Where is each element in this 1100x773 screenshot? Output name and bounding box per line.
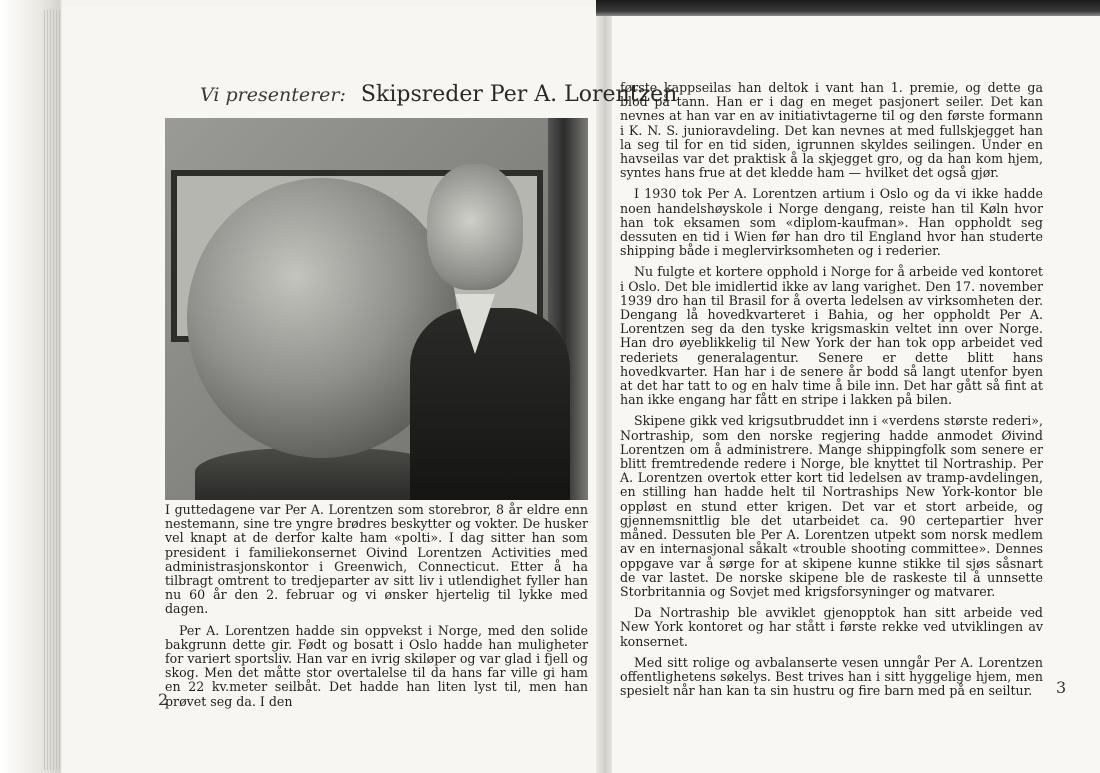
paragraph: I guttedagene var Per A. Lorentzen som storebror, 8 år eldre enn nestemann, sine tre yngre brødres beskytter og vokter. De husker vel knapt at de derfor kalte ham «polti». I dag sitter han som president i familiekonsernet Oivind Lorentzen Activities med administrasjonskontor i Greenwich, Connecticut. Etter å ha tilbragt omtrent to tredjeparter av sitt liv i utlendighet fyller han nu 60 år den 2. februar og vi ønsker hjertelig til lykke med dagen. xyxy=(165,502,588,617)
paragraph: I 1930 tok Per A. Lorentzen artium i Oslo og da vi ikke hadde noen handelshøyskole i Norge dengang, reiste han til Køln hvor han tok eksamen som «diplom-kaufman». Han oppholdt seg dessuten en tid i Wien før han dro til England hvor han studerte shipping både i meglervirksomheten og i rederier. xyxy=(620,186,1043,259)
book-edge xyxy=(0,0,62,773)
paragraph: Skipene gikk ved krigsutbruddet inn i «verdens største rederi», Nortraship, som den norske regjering hadde anmodet Øivind Lorentzen om å administrere. Mange shippingfolk som senere er blitt fremtredende redere i Norge, ble knyttet til Nortraship. Per A. Lorentzen overtok etter kort tid ledelsen av tramp-avdelingen, en stilling han hadde helt til Nortraships New York-kontor ble oppløst en stund etter krigen. Det var et stort arbeide, og gjennemsnittlig ble det utarbeidet ca. 90 certepartier hver måned. Dessuten ble Per A. Lorentzen utpekt som norsk medlem av en internasjonal såkalt «trouble shooting committee». Dennes oppgave var å sørge for at skipene kunne stikke til sjøs såsnart de var lastet. De norske skipene ble de raskeste til å unnsette Storbritannia og Sovjet med krigsforsyninger og matvarer. xyxy=(620,413,1043,599)
scan-shadow xyxy=(596,0,1100,16)
man-suit xyxy=(410,308,570,500)
paragraph: Med sitt rolige og avbalanserte vesen unngår Per A. Lorentzen offentlighetens søkelys. Best trives han i sitt hyggelige hjem, men spesielt når han kan ta sin hustru og fire barn med på en seiltur. xyxy=(620,654,1043,699)
portrait-photo xyxy=(165,118,588,500)
paragraph: Da Nortraship ble avviklet gjenopptok han sitt arbeide ved New York kontoret og har stått i første rekke ved utviklingen av konsernet. xyxy=(620,605,1043,649)
left-text-column xyxy=(165,503,588,716)
title-kicker: Vi presenterer: xyxy=(200,84,346,106)
paragraph: Nu fulgte et kortere opphold i Norge for å arbeide ved kontoret i Oslo. Det ble imidlertid ikke av lang varighet. Den 17. november 1939 dro han til Brasil for å overta ledelsen av virksomheten der. Dengang lå hovedkvarteret i Bahia, og her oppholdt Per A. Lorentzen seg da den tyske krigsmaskin veltet inn over Norge. Han dro øyeblikkelig til New York der han tok opp arbeidet ved rederiets generalagentur. Senere er dette blitt hans hovedkvarter. Han har i de senere år bodd så langt utenfor byen at det har tatt to og en halv time å bile inn. Det har gått så fint at han ikke engang har fått en stripe i lakken på bilen. xyxy=(620,264,1043,408)
page-number-right: 3 xyxy=(1056,678,1067,697)
title-text: Skipsreder Per A. Lorentzen xyxy=(360,82,678,107)
paragraph: Per A. Lorentzen hadde sin oppvekst i Norge, med den solide bakgrunn dette gir. Født og bosatt i Oslo hadde han muligheter for variert sportsliv. Han var en ivrig skiløper og var glad i fjell og skog. Men det måtte stor overtalelse til da hans far ville gi ham en 22 kv.meter seilbåt. Det hadde han liten lyst til, men han prøvet seg da. I den xyxy=(165,622,588,709)
man-head xyxy=(427,164,523,290)
page-number-left: 2 xyxy=(158,690,169,709)
paragraph: første kappseilas han deltok i vant han 1. premie, og dette ga blod på tann. Han er i dag en meget pasjonert seiler. Det kan nevnes at han var en av initiativtagerne til og den første formann i K. N. S. junioravdeling. Det kan nevnes at med fullskjegget han la seg til for en tid siden, igrunnen skyldes seilingen. Under en havseilas var det praktisk å la skjegget gro, og da han kom hjem, syntes hans frue at det kledde ham — hvilket det også gjør. xyxy=(620,80,1043,181)
article-title xyxy=(200,82,678,107)
right-text-column xyxy=(620,81,1043,705)
